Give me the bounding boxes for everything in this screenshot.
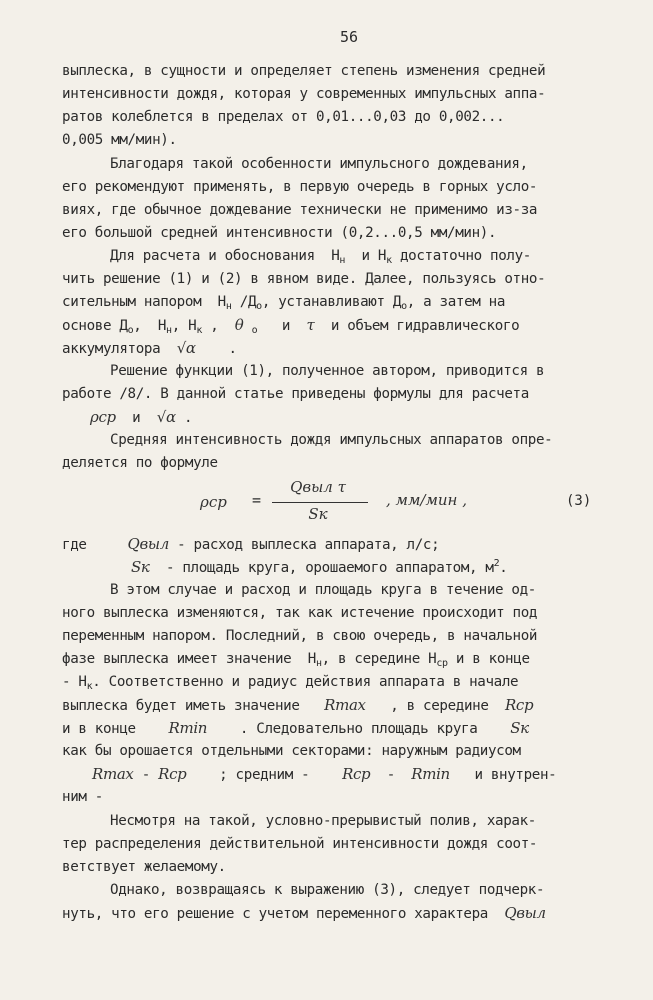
text-line: - $H_к$. Соответственно и радиус действия аппарата в начале	[62, 674, 519, 692]
text-line: аккумулятора √α .	[62, 339, 237, 357]
formula-denominator: Sк	[308, 505, 328, 523]
text-line: Для расчета и обоснования $H_н$ и $H_к$ достаточно полу-	[110, 248, 532, 266]
text-line: Благодаря такой особенности импульсного дождевания,	[110, 156, 528, 172]
fraction-bar	[272, 502, 368, 503]
formula-unit: , мм/мин ,	[386, 491, 467, 509]
text-line: 0,005 мм/мин).	[62, 132, 177, 148]
text-line: его большой средней интенсивности (0,2...0,5 мм/мин).	[62, 225, 497, 241]
text-line: и в конце Rmin . Следовательно площадь круга Sк	[62, 719, 529, 737]
text-line: ветствует желаемому.	[62, 859, 226, 875]
formula-lhs: ρcp	[200, 493, 227, 511]
formula-number: (3)	[566, 493, 592, 509]
formula-equals: =	[252, 491, 262, 509]
text-line: деляется по формуле	[62, 455, 218, 471]
text-line: ним -	[62, 789, 103, 805]
text-line: переменным напором. Последний, в свою очередь, в начальной	[62, 628, 538, 644]
text-line: где Qвыл - расход выплеска аппарата, л/с;	[62, 535, 440, 553]
text-line: чить решение (1) и (2) в явном виде. Далее, пользуясь отно-	[62, 271, 546, 287]
text-line: Несмотря на такой, условно-прерывистый полив, харак-	[110, 813, 536, 829]
formula-numerator: Qвыл τ	[290, 478, 346, 496]
text-line: интенсивности дождя, которая у современных импульсных аппа-	[62, 86, 546, 102]
text-line: ного выплеска изменяются, так как истечение происходит под	[62, 605, 538, 621]
text-line: Однако, возвращаясь к выражению (3), следует подчерк-	[110, 882, 545, 898]
formula-3	[200, 478, 620, 528]
text-line: В этом случае и расход и площадь круга в течение од-	[110, 582, 536, 598]
text-line: ратов колеблется в пределах от 0,01...0,03 до 0,002...	[62, 109, 505, 125]
text-line: тер распределения действительной интенсивности дождя соот-	[62, 836, 538, 852]
text-line: виях, где обычное дождевание технически не применимо из-за	[62, 202, 538, 218]
text-line: Sк - площадь круга, орошаемого аппаратом, $м^2$.	[131, 558, 508, 576]
text-line: Rmax - Rcp ; средним - Rcp - Rmin и внутрен-	[92, 765, 557, 783]
text-line: его рекомендуют применять, в первую очередь в горных усло-	[62, 179, 538, 195]
page-number: 56	[340, 28, 359, 46]
text-line: работе /8/. В данной статье приведены формулы для расчета	[62, 386, 529, 402]
text-line: выплеска, в сущности и определяет степень изменения средней	[62, 63, 546, 79]
text-line: нуть, что его решение с учетом переменного характера Qвыл	[62, 904, 546, 922]
text-line: основе $Д_o$, $H_н$, $H_к$ , θ $_o$ и τ и объем гидравлического	[62, 316, 520, 336]
text-line: Средняя интенсивность дождя импульсных аппаратов опре-	[110, 432, 553, 448]
text-line: выплеска будет иметь значение Rmax , в середине Rcp	[62, 696, 534, 714]
text-line: Решение функции (1), полученное автором, приводится в	[110, 363, 545, 379]
text-line: фазе выплеска имеет значение $H_н$, в середине $H_{ср}$ и в конце	[62, 651, 530, 669]
text-line: как бы орошается отдельными секторами: наружным радиусом	[62, 743, 521, 759]
text-line: ρcp и √α .	[90, 408, 193, 426]
text-line: сительным напором $H_н$ $/Д_o$, устанавливают $Д_o$, а затем на	[62, 294, 506, 312]
